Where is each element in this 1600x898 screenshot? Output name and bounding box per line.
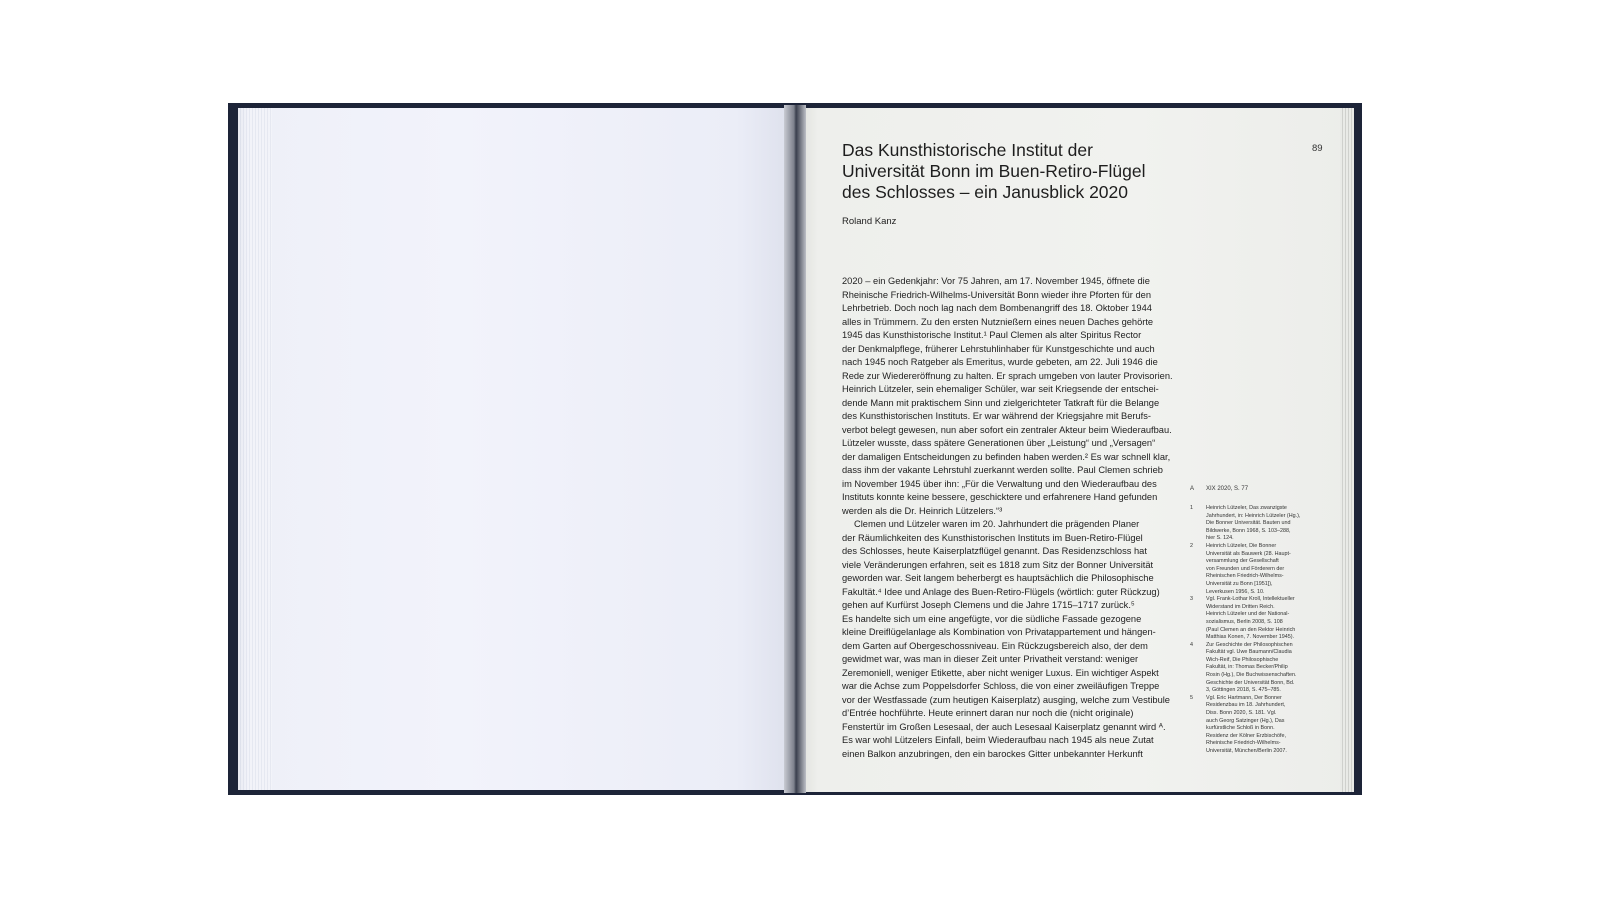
body-line: der Räumlichkeiten des Kunsthistorischen Instituts im Buen-Retiro-Flügel	[842, 532, 1143, 543]
footnote-line: Jahrhundert, in: Heinrich Lützeler (Hg.),	[1206, 512, 1301, 519]
body-line: der Denkmalpflege, früherer Lehrstuhlinhaber für Kunstgeschichte und auch	[842, 343, 1155, 354]
footnote-number: 5	[1190, 694, 1193, 701]
footnote-line: hier S. 124.	[1206, 535, 1234, 542]
footnotes	[1190, 505, 1330, 756]
footnote-line: kurfürstliche Schloß in Bonn.	[1206, 725, 1275, 732]
footnote-line: Residenzbau im 18. Jahrhundert,	[1206, 702, 1286, 709]
right-page-edges	[1340, 108, 1354, 792]
footnote-line: 3, Göttingen 2018, S. 475–785.	[1206, 687, 1281, 694]
page-number: 89	[1312, 143, 1323, 154]
footnote-line: Universität zu Bonn [1951]),	[1206, 580, 1273, 587]
body-line: Zeremoniell, weniger Etikette, aber nicht weniger Luxus. Ein wichtiger Aspekt	[842, 667, 1159, 678]
footnote-line: Heinrich Lützeler und der National-	[1206, 611, 1290, 618]
footnote-line: Universität, München/Berlin 2007.	[1206, 748, 1287, 754]
body-line: verbot belegt gewesen, nun aber sofort ein zentraler Akteur beim Wiederaufbau.	[842, 424, 1172, 435]
body-line: Rede zur Wiedereröffnung zu halten. Er sprach umgeben von lauter Provisorien.	[842, 370, 1173, 381]
body-line: vor der Westfassade (zum heutigen Kaiserplatz) ausging, welche zum Vestibule	[842, 694, 1170, 705]
body-line: Lehrbetrieb. Doch noch lag nach dem Bombenangriff des 18. Oktober 1944	[842, 303, 1152, 313]
footnote-line: Vgl. Eric Hartmann, Der Bonner	[1206, 694, 1282, 701]
article-title	[842, 140, 1192, 203]
footnote-line: Rosin (Hg.), Die Buchwissenschaften.	[1206, 672, 1297, 679]
footnote-line: Rheinischen Friedrich-Wilhelms-	[1206, 573, 1284, 580]
body-line: 2020 – ein Gedenkjahr: Vor 75 Jahren, am 17. November 1945, öffnete die	[842, 276, 1150, 286]
body-line: kleine Dreiflügelanlage als Kombination von Privatappartement und hängen-	[842, 627, 1156, 637]
footnote-line: Heinrich Lützeler, Die Bonner	[1206, 542, 1277, 549]
body-line: nach 1945 noch Ratgeber als Emeritus, wurde gebeten, am 22. Juli 1946 die	[842, 357, 1158, 367]
body-line: viele Veränderungen erfahren, seit es 1818 zum Sitz der Bonner Universität	[842, 559, 1154, 570]
footnote-line: Leverkusen 1956, S. 10.	[1206, 588, 1265, 595]
footnote	[1190, 596, 1330, 642]
body-line: Lützeler wusste, dass spätere Generationen über „Leistung“ und „Versagen“	[842, 438, 1156, 448]
left-page-blank	[238, 108, 792, 790]
body-line: war die Achse zum Poppelsdorfer Schloss, die von einer zweiläufigen Treppe	[842, 681, 1160, 691]
body-line: geworden war. Seit langem beherbergt es hauptsächlich die Philosophische	[842, 573, 1154, 583]
title-line: des Schlosses – ein Janusblick 2020	[842, 182, 1129, 202]
footnote-line: Zur Geschichte der Philosophischen	[1206, 641, 1293, 648]
footnote	[1190, 642, 1330, 695]
footnote	[1190, 505, 1330, 543]
footnote-line: Bildwerke, Bonn 1968, S. 103–288,	[1206, 527, 1291, 534]
title-line: Universität Bonn im Buen-Retiro-Flügel	[842, 161, 1146, 181]
figure-note	[1190, 486, 1248, 492]
body-line: Fenstertür im Großen Lesesaal, der auch Lesesaal Kaiserplatz genannt wird ᴬ.	[842, 721, 1166, 732]
footnote-line: Fakultät, in: Thomas Becker/Philip	[1206, 664, 1288, 671]
left-page-edges	[238, 108, 272, 790]
title-line: Das Kunsthistorische Institut der	[842, 140, 1093, 160]
body-line: im November 1945 über ihn: „Für die Verwaltung und den Wiederaufbau des	[842, 478, 1157, 489]
footnote-line: von Freunden und Förderern der	[1206, 565, 1285, 572]
body-line: Heinrich Lützeler, sein ehemaliger Schüler, war seit Kriegsende der entschei-	[842, 384, 1159, 394]
footnote-line: Geschichte der Universität Bonn, Bd.	[1206, 679, 1295, 686]
body-line: dende Mann mit praktischem Sinn und zielgerichteter Tatkraft für die Belange	[842, 397, 1160, 408]
body-line: gewidmet war, was man in dieser Zeit unter Privatheit verstand: weniger	[842, 654, 1139, 664]
footnote-number: 3	[1190, 596, 1193, 603]
footnote-line: Rheinische Friedrich-Wilhelms-	[1206, 740, 1281, 747]
footnote-number: 1	[1190, 505, 1193, 511]
book-gutter	[784, 105, 806, 793]
author-name: Roland Kanz	[842, 216, 897, 227]
body-line: Clemen und Lützeler waren im 20. Jahrhundert die prägenden Planer	[854, 519, 1140, 529]
footnote-line: Heinrich Lützeler, Das zwanzigste	[1206, 505, 1287, 511]
footnote-line: Fakultät vgl. Uwe Baumann/Claudia	[1206, 649, 1292, 656]
body-line: dem Garten auf Obergeschossniveau. Ein Rückzugsbereich also, der dem	[842, 640, 1148, 651]
body-line: dass ihm der vakante Lehrstuhl zuerkannt werden sollte. Paul Clemen schrieb	[842, 465, 1163, 475]
footnote-line: versammlung der Gesellschaft	[1206, 558, 1279, 565]
body-line: gehen auf Kurfürst Joseph Clemens und die Jahre 1715–1717 zurück.⁵	[842, 600, 1135, 610]
footnote-line: Vgl. Frank-Lothar Kroll, Intellektueller	[1206, 596, 1295, 603]
footnote-line: Diss. Bonn 2020, S. 181. Vgl.	[1206, 710, 1277, 717]
footnote-number: 4	[1190, 641, 1193, 648]
body-text	[842, 275, 1202, 761]
footnote-line: Wich-Reif, Die Philosophische	[1206, 656, 1279, 663]
body-line: einen Balkon anzubringen, den ein barockes Gitter unbekannter Herkunft	[842, 748, 1143, 759]
figure-note-mark: A	[1190, 486, 1195, 492]
footnote-line: (Paul Clemen an den Rektor Heinrich	[1206, 626, 1296, 633]
footnote-line: Universität als Bauwerk (28. Haupt-	[1206, 550, 1291, 557]
footnote-line: sozialismus, Berlin 2008, S. 108	[1206, 618, 1283, 625]
body-line: Es war wohl Lützelers Einfall, beim Wiederaufbau nach 1945 als neue Zutat	[842, 735, 1154, 745]
footnote-line: Widerstand im Dritten Reich.	[1206, 603, 1275, 610]
body-line: des Schlosses, heute Kaiserplatzflügel genannt. Das Residenzschloss hat	[842, 546, 1147, 556]
figure-note-text: XIX 2020, S. 77	[1206, 486, 1249, 492]
footnote-line: Die Bonner Universität. Bauten und	[1206, 520, 1291, 527]
body-line: Fakultät.⁴ Idee und Anlage des Buen-Retiro-Flügels (wörtlich: guter Rückzug)	[842, 586, 1160, 597]
footnote-number: 2	[1190, 542, 1193, 549]
body-line: des Kunsthistorischen Instituts. Er war während der Kriegsjahre mit Berufs-	[842, 411, 1151, 421]
body-line: der damaligen Entscheidungen zu befinden haben werden.² Es war schnell klar,	[842, 451, 1171, 462]
footnote-line: Matthias Konen, 7. November 1945).	[1206, 634, 1295, 641]
footnote-line: Residenz der Kölner Erzbischöfe,	[1206, 732, 1287, 739]
body-line: Instituts konnte keine bessere, geschicktere und erfahrenere Hand gefunden	[842, 492, 1158, 502]
footnote-line: auch Georg Satzinger (Hg.), Das	[1206, 717, 1285, 724]
footnote	[1190, 695, 1330, 756]
body-line: werden als die Dr. Heinrich Lützelers.“³	[842, 505, 1003, 516]
footnote	[1190, 543, 1330, 596]
body-line: Es handelte sich um eine angefügte, vor die südliche Fassade gezogene	[842, 613, 1142, 624]
body-line: Rheinische Friedrich-Wilhelms-Universität Bonn wieder ihre Pforten für den	[842, 289, 1151, 300]
body-line: alles in Trümmern. Zu den ersten Nutznießern eines neuen Daches gehörte	[842, 316, 1154, 327]
body-line: 1945 das Kunsthistorische Institut.¹ Paul Clemen als alter Spiritus Rector	[842, 330, 1142, 340]
body-line: d’Entrée hochführte. Heute erinnert daran nur noch die (nicht originale)	[842, 708, 1134, 718]
